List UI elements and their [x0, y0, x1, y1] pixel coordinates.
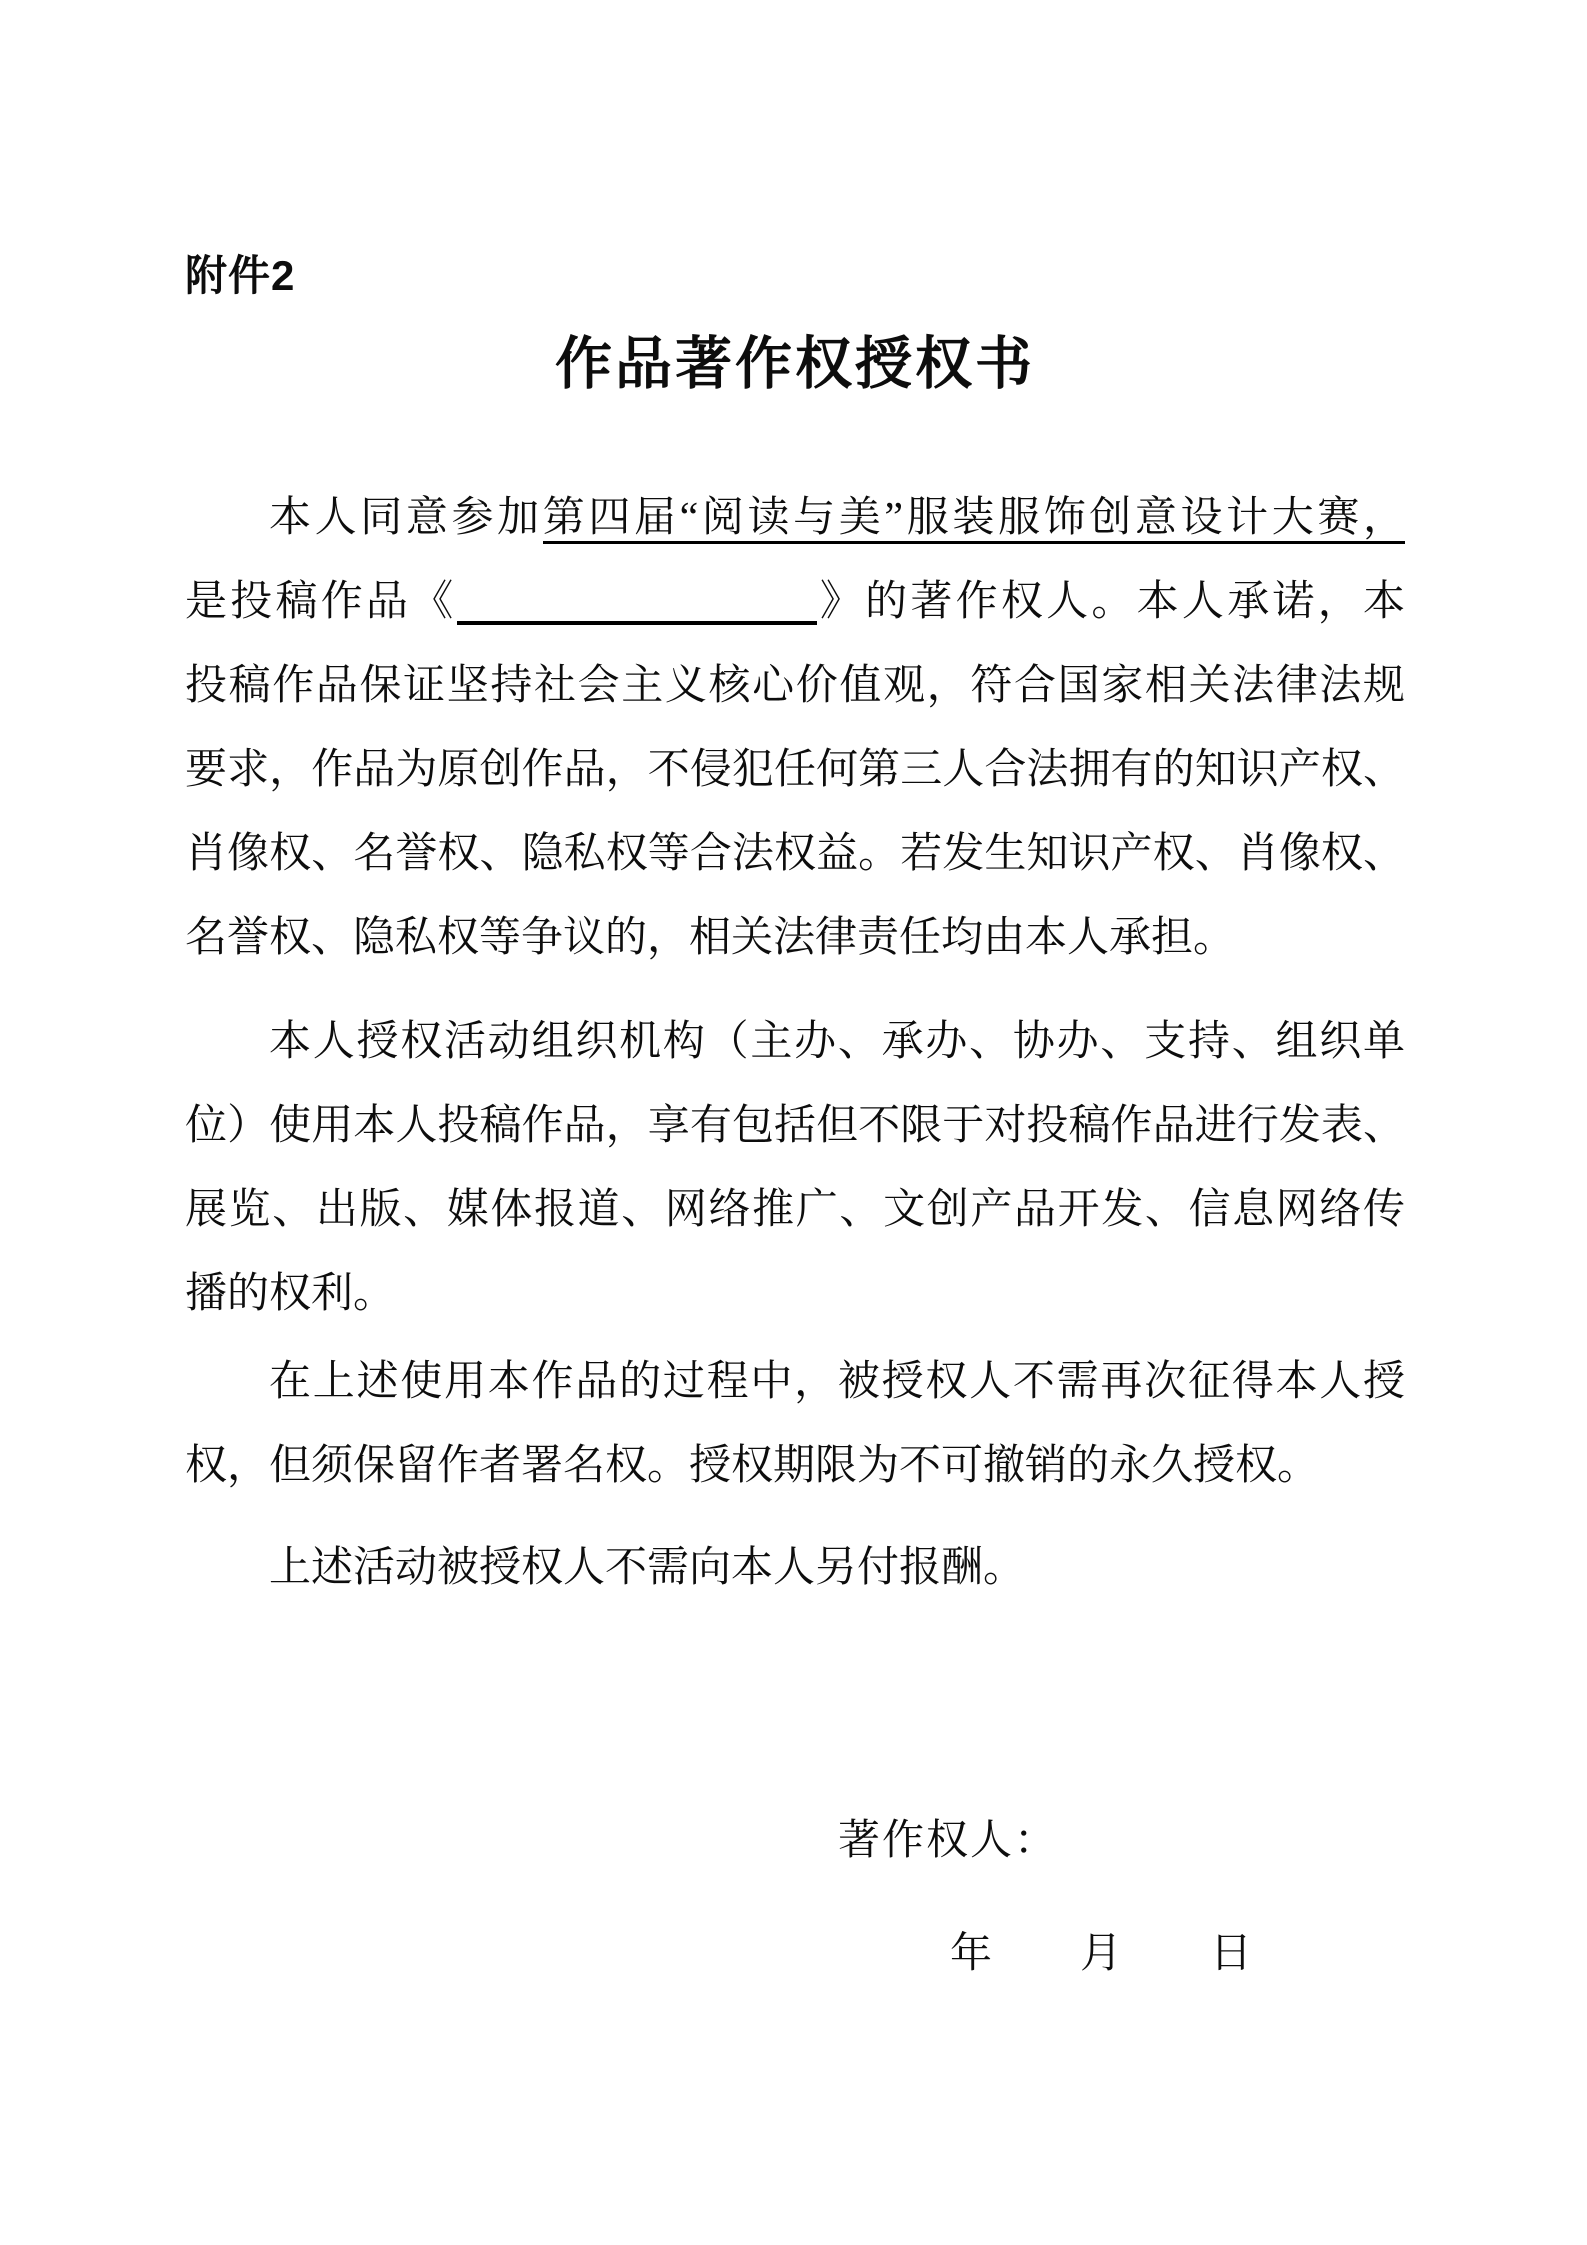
text-line [185, 1000, 1405, 1084]
page-title: 作品著作权授权书 [555, 333, 1035, 396]
text-line [185, 560, 1405, 644]
paragraph-p4 [185, 1526, 1405, 1610]
text-segment: 本人授权活动组织机构（主办、承办、协办、支持、组织单 [269, 1019, 1405, 1065]
signer-label: 著作权人： [838, 1818, 1059, 1864]
paragraph-p2 [185, 1000, 1405, 1336]
date-line [185, 1912, 1405, 1996]
paragraph-p1 [185, 476, 1405, 980]
text-line [185, 1168, 1405, 1252]
text-segment: 名誉权、隐私权等争议的，相关法律责任均由本人承担。 [185, 915, 1236, 961]
text-line [185, 896, 1405, 980]
text-line [185, 1424, 1405, 1508]
text-segment: 播的权利。 [185, 1271, 396, 1317]
work-title-blank [457, 579, 817, 625]
text-segment: 要求，作品为原创作品，不侵犯任何第三人合法拥有的知识产权、 [185, 747, 1405, 793]
document-body [185, 476, 1405, 1610]
underlined-competition-name: 第四届“阅读与美”服装服饰创意设计大赛， [543, 495, 1405, 544]
text-segment: 》的著作权人。本人承诺，本 [816, 579, 1405, 625]
text-line [185, 1252, 1405, 1336]
text-segment: 在上述使用本作品的过程中，被授权人不需再次征得本人授 [269, 1359, 1405, 1405]
text-segment: 展览、出版、媒体报道、网络推广、文创产品开发、信息网络传 [185, 1187, 1405, 1233]
text-segment: 位）使用本人投稿作品，享有包括但不限于对投稿作品进行发表、 [185, 1103, 1405, 1149]
text-segment: 肖像权、名誉权、隐私权等合法权益。若发生知识产权、肖像权、 [185, 831, 1405, 877]
text-line [185, 812, 1405, 896]
paragraph-p3 [185, 1340, 1405, 1508]
text-segment: 是投稿作品《 [185, 579, 457, 625]
text-line [185, 728, 1405, 812]
date-year-label: 年 [950, 1931, 993, 1977]
text-segment: 上述活动被授权人不需向本人另付报酬。 [269, 1545, 1026, 1591]
text-segment: 权，但须保留作者署名权。授权期限为不可撤销的永久授权。 [185, 1443, 1320, 1489]
text-segment: 本人同意参加 [269, 495, 543, 541]
text-line [185, 644, 1405, 728]
attachment-label: 附件2 [185, 252, 296, 299]
text-line [185, 1084, 1405, 1168]
text-segment: 投稿作品保证坚持社会主义核心价值观，符合国家相关法律法规 [185, 663, 1405, 709]
date-day-label: 日 [1210, 1931, 1253, 1977]
date-month-label: 月 [1080, 1931, 1123, 1977]
text-line [185, 476, 1405, 560]
text-line [185, 1340, 1405, 1424]
text-line [185, 1526, 1405, 1610]
